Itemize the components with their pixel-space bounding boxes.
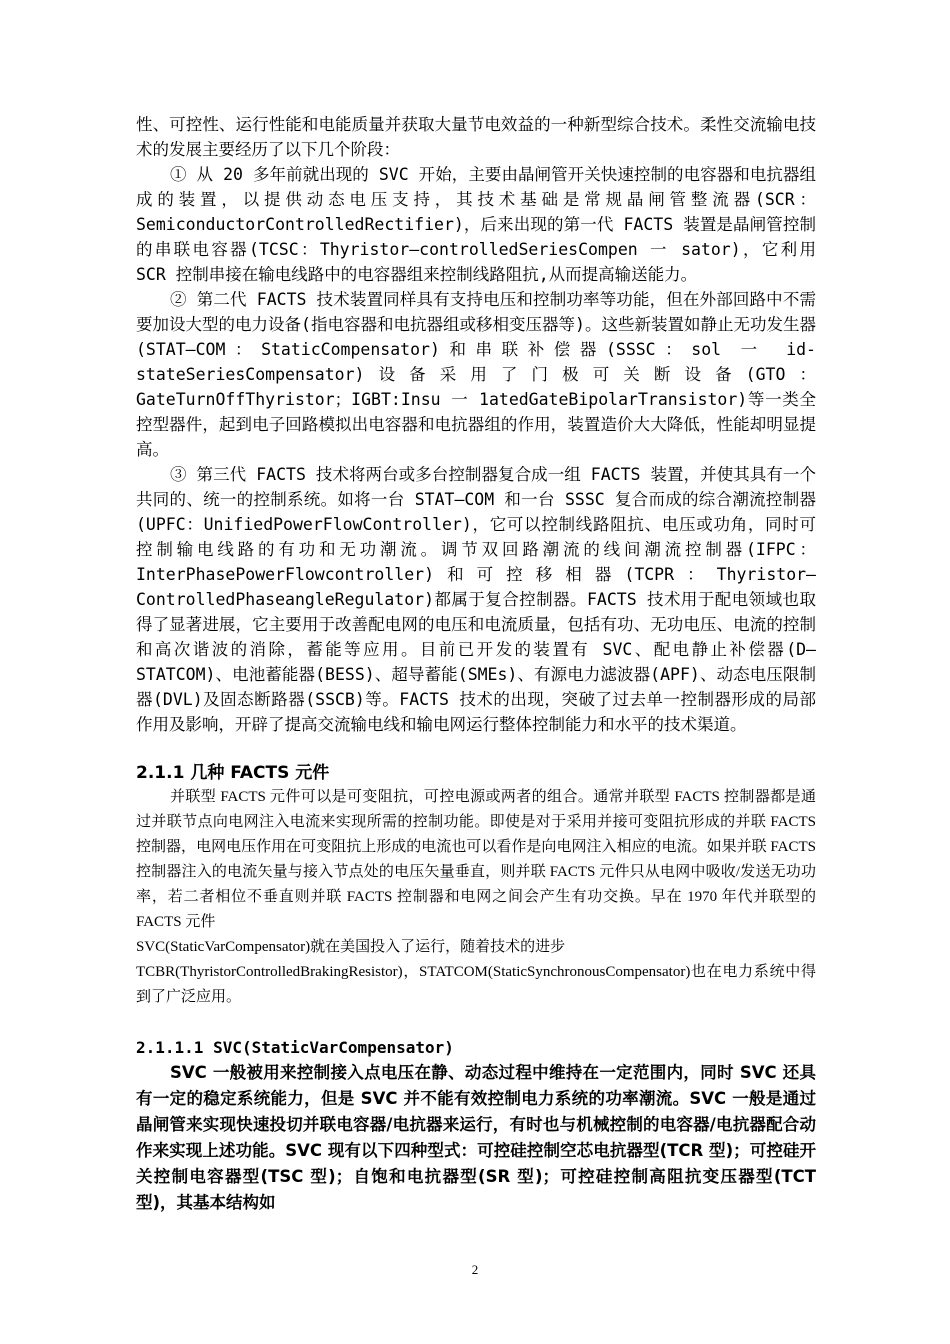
section-2-1-1-1-body: SVC 一般被用来控制接入点电压在静、动态过程中维持在一定范围内，同时 SVC 还具有一定的稳定系统能力，但是 SVC 并不能有效控制电力系统的功率潮流。SVC 一般是通过晶闸管来实现快速投切并联电容器/电抗器来运行，有时也与机械控制的电容器/电抗器配合动作来实现上述功能。SVC 现有以下四种型式：可控硅控制空芯电抗器型(TCR 型)；可控硅开关控制电容器型(TSC 型)；自饱和电抗器型(SR 型)；可控硅控制高阻抗变压器型(TCT 型)，其基本结构如 xyxy=(136,1063,816,1212)
section-2-1-1-line-tcbr: TCBR(ThyristorControlledBrakingResistor)，STATCOM(StaticSynchronousCompensator)也在电力系统中得到了广泛应用。 xyxy=(136,964,816,1005)
section-heading-2-1-1: 2.1.1 几种 FACTS 元件 xyxy=(136,763,330,783)
section-heading-2-1-1-1: 2.1.1.1 SVC(StaticVarCompensator) xyxy=(136,1038,454,1057)
page-number: 2 xyxy=(471,1262,479,1277)
section-2-1-1-body: 并联型 FACTS 元件可以是可变阻抗，可控电源或两者的组合。通常并联型 FACTS 控制器都是通过并联节点向电网注入电流来实现所需的控制功能。即使是对于采用并接可变阻抗形成的并联 FACTS 控制器，电网电压作用在可变阻抗上形成的电流也可以看作是向电网注入相应的电流。如果并联 FACTS 控制器注入的电流矢量与接入节点处的电压矢量垂直，则并联 FACTS 元件只从电网中吸收/发送无功功率，若二者相位不垂直则并联 FACTS 控制器和电网之间会产生有功交换。早在 1970 年代并联型的 FACTS 元件 xyxy=(136,789,816,930)
intro-paragraph-continuation: 性、可控性、运行性能和电能质量并获取大量节电效益的一种新型综合技术。柔性交流输电技术的发展主要经历了以下几个阶段： xyxy=(136,115,816,159)
stage-1-paragraph: ① 从 20 多年前就出现的 SVC 开始，主要由晶闸管开关快速控制的电容器和电抗器组成的装置，以提供动态电压支持，其技术基础是常规晶闸管整流器(SCR：SemiconductorControlledRectifier)，后来出现的第一代 FACTS 装置是晶闸管控制的串联电容器(TCSC：Thyristor—controlledSeriesCompen 一 sator)，它利用 SCR 控制串接在输电线路中的电容器组来控制线路阻抗,从而提高输送能力。 xyxy=(136,165,816,284)
stage-3-paragraph: ③ 第三代 FACTS 技术将两台或多台控制器复合成一组 FACTS 装置，并使其具有一个共同的、统一的控制系统。如将一台 STAT—COM 和一台 SSSC 复合而成的综合潮流控制器(UPFC：UnifiedPowerFlowController)，它可以控制线路阻抗、电压或功角，同时可控制输电线路的有功和无功潮流。调节双回路潮流的线间潮流控制器(IFPC：InterPhasePowerFlowcontroller)和可控移相器(TCPR：Thyristor—ControlledPhaseangleRegulator)都属于复合控制器。FACTS 技术用于配电领域也取得了显著进展，它主要用于改善配电网的电压和电流质量，包括有功、无功电压、电流的控制和高次谐波的消除，蓄能等应用。目前已开发的装置有 SVC、配电静止补偿器(D—STATCOM)、电池蓄能器(BESS)、超导蓄能(SMEs)、有源电力滤波器(APF)、动态电压限制器(DVL)及固态断路器(SSCB)等。FACTS 技术的出现，突破了过去单一控制器形成的局部作用及影响，开辟了提高交流输电线和输电网运行整体控制能力和水平的技术渠道。 xyxy=(136,465,816,734)
section-2-1-1-line-svc: SVC(StaticVarCompensator)就在美国投入了运行，随着技术的进步 xyxy=(136,939,566,955)
page-content xyxy=(136,112,816,1216)
stage-2-paragraph: ② 第二代 FACTS 技术装置同样具有支持电压和控制功率等功能，但在外部回路中不需要加设大型的电力设备(指电容器和电抗器组或移相变压器等)。这些新装置如静止无功发生器(STAT—COM：StaticCompensator)和串联补偿器(SSSC：sol 一 id-stateSeriesCompensator)设备采用了门极可关断设备(GTO：GateTurnOffThyristor；IGBT:Insu 一 1atedGateBipolarTransistor)等一类全控型器件，起到电子回路模拟出电容器和电抗器组的作用，装置造价大大降低，性能却明显提高。 xyxy=(136,290,816,459)
